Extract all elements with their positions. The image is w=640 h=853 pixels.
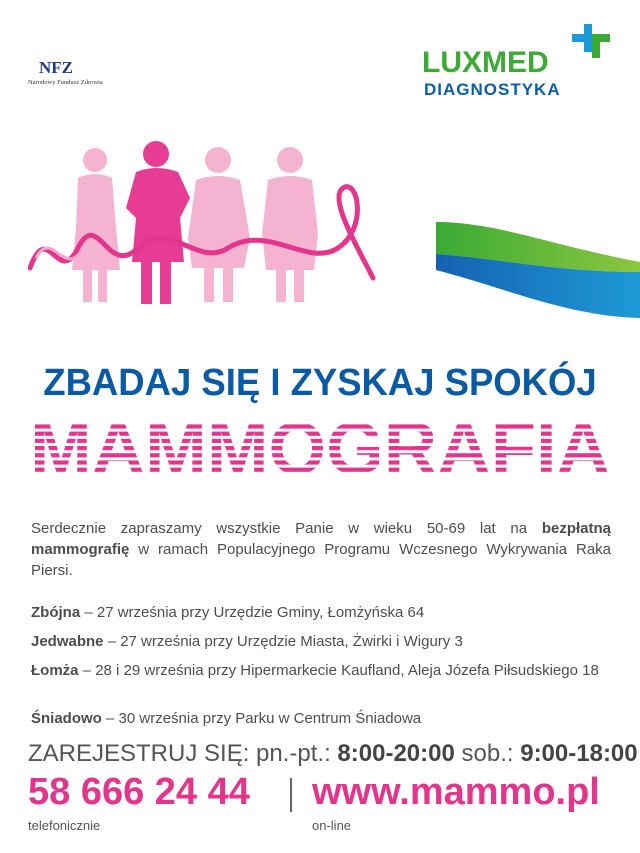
- location-item: [31, 660, 611, 681]
- location-town: Śniadowo: [31, 710, 102, 727]
- website-caption: on-line: [312, 818, 352, 833]
- intro-paragraph: [31, 518, 611, 581]
- luxmed-logo: [422, 22, 612, 102]
- luxmed-subtitle: DIAGNOSTYKA: [424, 80, 561, 99]
- intro-text-2: w ramach Populacyjnego Programu Wczesnego Wykrywania Raka Piersi.: [31, 541, 611, 579]
- woman-figure-1: [72, 148, 120, 302]
- location-town: Zbójna: [31, 604, 81, 621]
- location-town: Łomża: [31, 662, 79, 679]
- mammografia-title: [28, 410, 612, 482]
- weekday-hours: 8:00-20:00: [337, 740, 455, 767]
- decorative-wave-stripe: [436, 218, 640, 318]
- nfz-logo-mark: NFZ: [39, 58, 73, 77]
- intro-text-1: Serdecznie zapraszamy wszystkie Panie w wieku 50-69 lat na: [31, 520, 542, 537]
- contact-divider: [290, 778, 292, 812]
- phone-caption: telefonicznie: [28, 818, 101, 833]
- location-details: – 28 i 29 września przy Hipermarkecie Kaufland, Aleja Józefa Piłsudskiego 18: [78, 662, 599, 679]
- registration-hours: [28, 740, 638, 768]
- nfz-logo-subtitle: Narodowy Fundusz Zdrowia: [28, 79, 103, 86]
- location-item: [31, 631, 611, 652]
- location-town: Jedwabne: [31, 633, 104, 650]
- woman-figure-4: [262, 147, 318, 302]
- saturday-hours: 9:00-18:00: [520, 740, 638, 767]
- medical-cross-icon: [568, 22, 612, 66]
- woman-figure-2: [126, 141, 190, 304]
- headline: ZBADAJ SIĘ I ZYSKAJ SPOKÓJ: [43, 362, 597, 404]
- location-details: – 27 września przy Urzędzie Gminy, Łomżyńska 64: [80, 604, 425, 621]
- location-details: – 30 września przy Parku w Centrum Śniadowa: [101, 710, 422, 727]
- mammografia-text: MAMMOGRAFIA: [30, 410, 610, 482]
- luxmed-brand: LUXMED: [422, 46, 549, 79]
- location-details: – 27 września przy Urzędzie Miasta, Żwirki i Wigury 3: [103, 633, 463, 650]
- intro-bold: bezpłatną mammografię: [31, 520, 611, 558]
- woman-figure-3: [188, 147, 250, 302]
- location-item: [31, 602, 611, 623]
- nfz-logo: [28, 58, 118, 90]
- phone-number[interactable]: 58 666 24 44: [28, 771, 250, 813]
- weekday-label: pn.-pt.:: [249, 740, 338, 767]
- website-link[interactable]: www.mammo.pl: [312, 771, 600, 813]
- women-silhouettes-illustration: [28, 138, 378, 308]
- saturday-label: sob.:: [454, 740, 521, 767]
- registration-label: ZAREJESTRUJ SIĘ:: [28, 740, 250, 767]
- location-item: [31, 708, 611, 729]
